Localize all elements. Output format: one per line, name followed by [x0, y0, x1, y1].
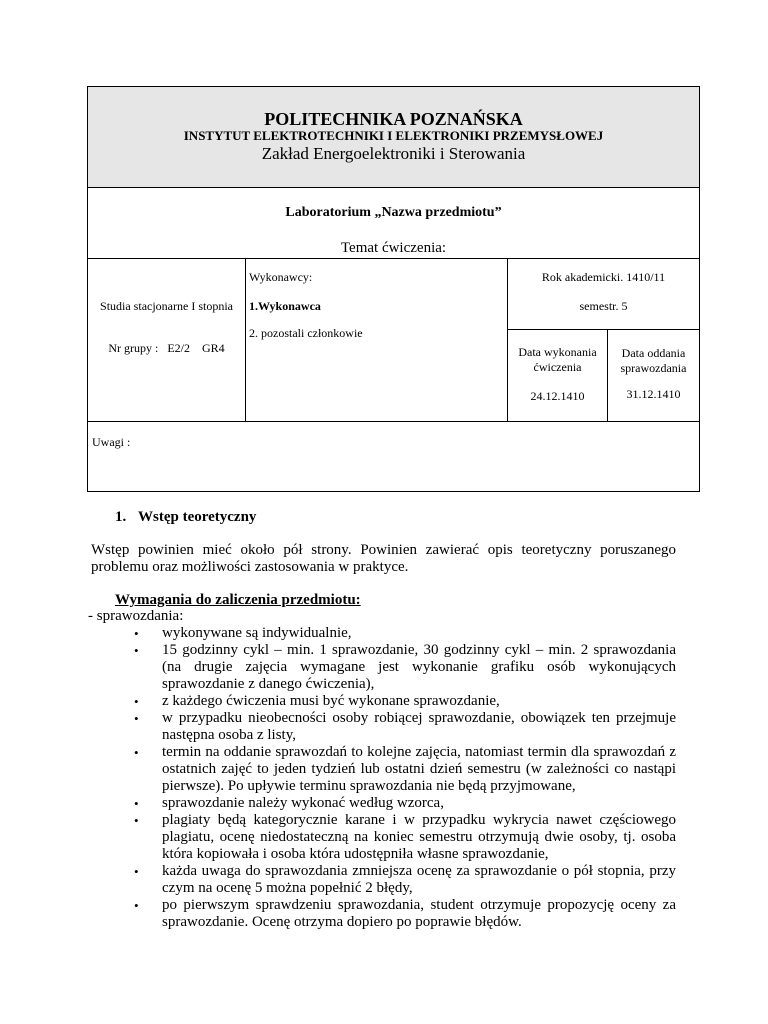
- table-divider-header: [87, 187, 700, 188]
- department-name: Zakład Energoelektroniki i Sterowania: [261, 144, 526, 163]
- semester: semestr. 5: [579, 299, 628, 313]
- date-submit-label-1: Data oddania: [621, 346, 686, 360]
- bullet-icon: •: [134, 626, 139, 641]
- table-border-right: [699, 86, 700, 492]
- bullet-icon: •: [134, 745, 139, 760]
- bullet-icon: •: [134, 694, 139, 709]
- bullet-icon: •: [134, 643, 139, 658]
- list-item: sprawozdanie należy wykonać według wzorca,: [162, 795, 444, 811]
- study-mode: Studia stacjonarne I stopnia: [100, 299, 233, 313]
- bullet-icon: •: [134, 796, 139, 811]
- intro-line-2: problemu oraz możliwości zastosowania w praktyce.: [91, 559, 409, 575]
- date-done-label-1: Data wykonania: [518, 345, 597, 359]
- date-submit-value: 31.12.1410: [626, 387, 681, 401]
- list-item: w przypadku nieobecności osoby robiącej sprawozdanie, obowiązek ten przejmuje następna osoba z listy,: [162, 710, 676, 743]
- table-divider-info: [87, 421, 700, 422]
- requirements-title: Wymagania do zaliczenia przedmiotu:: [115, 592, 361, 608]
- topic-label: Temat ćwiczenia:: [340, 240, 447, 256]
- date-done-label-2: ćwiczenia: [533, 360, 582, 374]
- list-item: plagiaty będą kategorycznie karane i w przypadku wykrycia nawet częściowego plagiatu, ocenę niedostateczną na koniec semestru otrzymują dwie osoby, tj. osoba która kopiowała i osoba która udostępniła własne sprawozdanie,: [162, 812, 676, 862]
- lab-title: Laboratorium „Nazwa przedmiotu”: [285, 205, 502, 220]
- intro-line-1: Wstęp powinien mieć około pół strony. Powinien zawierać opis teoretyczny poruszanego: [91, 542, 676, 558]
- table-row-divider-dates: [507, 329, 700, 330]
- date-done-value: 24.12.1410: [530, 389, 585, 403]
- table-col-divider-1: [245, 258, 246, 422]
- performer-1: 1.Wykonawca: [249, 299, 321, 313]
- academic-year: Rok akademicki. 1410/11: [541, 270, 666, 284]
- list-item: termin na oddanie sprawozdań to kolejne zajęcia, natomiast termin dla sprawozdań z ostatnich zajęć to jeden tydzień lub ostatni dzień semestru (w zależności co nastąpi pierwsze). Po upływie terminu sprawozdania nie będą przyjmowane,: [162, 744, 676, 794]
- institute-name: INSTYTUT ELEKTROTECHNIKI I ELEKTRONIKI PRZEMYSŁOWEJ: [183, 128, 604, 143]
- list-item: 15 godzinny cykl – min. 1 sprawozdanie, 30 godzinny cykl – min. 2 sprawozdania (na drugie zajęcia wymagane jest wykonanie grafiku osób wykonujących sprawozdanie z danego ćwiczenia),: [162, 642, 676, 692]
- table-border-top: [87, 86, 700, 87]
- requirements-subtitle: - sprawozdania:: [88, 608, 184, 624]
- performer-2: 2. pozostali członkowie: [249, 326, 363, 340]
- bullet-icon: •: [134, 864, 139, 879]
- table-border-bottom: [87, 491, 700, 492]
- list-item: wykonywane są indywidualnie,: [162, 625, 352, 641]
- remarks-label: Uwagi :: [92, 435, 131, 449]
- group-number: Nr grupy : E2/2 GR4: [108, 341, 225, 355]
- date-submit-label-2: sprawozdania: [620, 361, 687, 375]
- table-divider-lab: [87, 258, 700, 259]
- bullet-icon: •: [134, 898, 139, 913]
- bullet-icon: •: [134, 711, 139, 726]
- section-title: Wstęp teoretyczny: [138, 509, 257, 525]
- university-name: POLITECHNIKA POZNAŃSKA: [264, 109, 523, 129]
- list-item: po pierwszym sprawdzeniu sprawozdania, student otrzymuje propozycję oceny za sprawozdanie. Ocenę otrzyma dopiero po poprawie błędów.: [162, 897, 676, 930]
- list-item: z każdego ćwiczenia musi być wykonane sprawozdanie,: [162, 693, 500, 709]
- list-item: każda uwaga do sprawozdania zmniejsza ocenę za sprawozdanie o pół stopnia, przy czym na ocenę 5 można popełnić 2 błędy,: [162, 863, 676, 896]
- section-number: 1.: [115, 509, 127, 525]
- bullet-icon: •: [134, 813, 139, 828]
- performers-label: Wykonawcy:: [249, 270, 313, 284]
